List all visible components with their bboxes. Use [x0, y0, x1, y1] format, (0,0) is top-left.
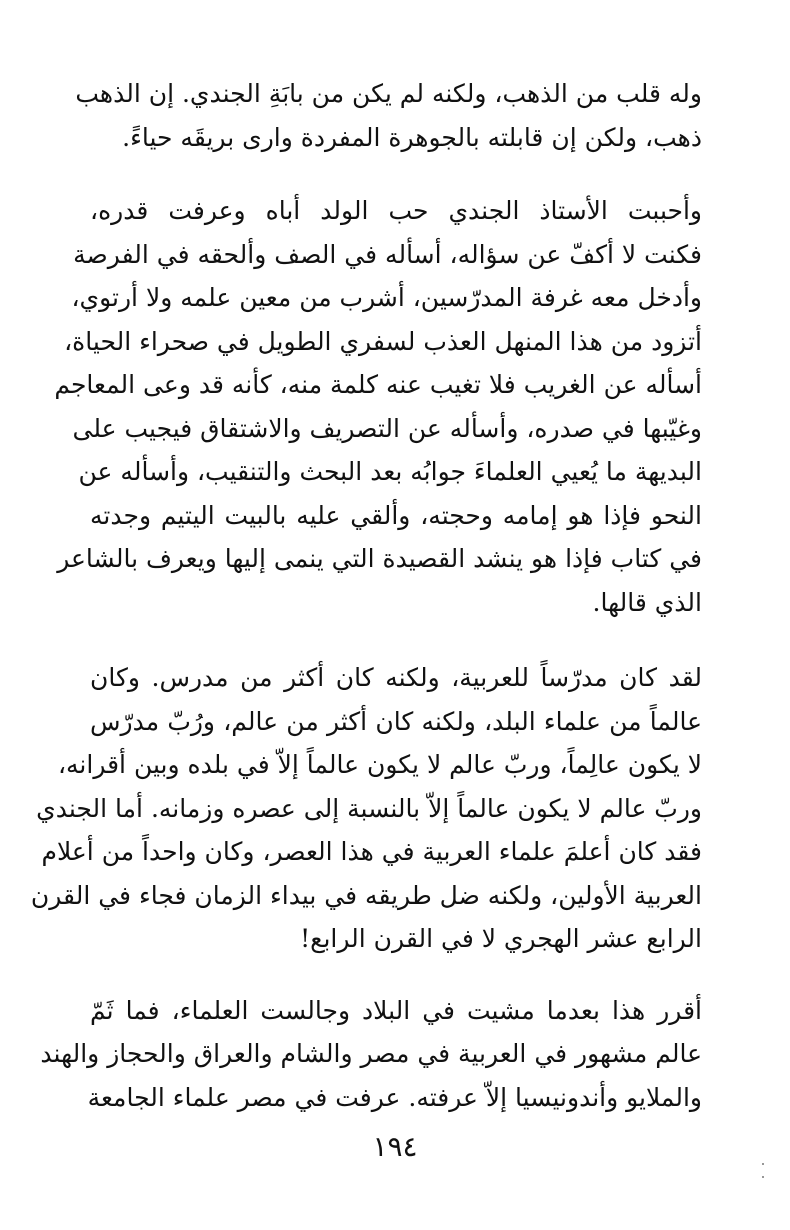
text-line: لا يكون عالِماً، وربّ عالم لا يكون عالماً إلاّ في بلده وبين أقرانه،	[57, 750, 702, 779]
paragraph-3	[30, 656, 702, 961]
scan-speck	[762, 1176, 764, 1178]
text-line: وأحببت الأستاذ الجندي حب الولد أباه وعرفت قدره،	[90, 196, 702, 225]
text-line: في كتاب فإذا هو ينشد القصيدة التي ينمى إليها ويعرف بالشاعر	[57, 544, 702, 573]
paragraph-1	[75, 72, 702, 159]
text-line: وربّ عالم لا يكون عالماً إلاّ بالنسبة إلى عصره وزمانه. أما الجندي	[36, 793, 702, 823]
text-line: ذهب، ولكن إن قابلته بالجوهرة المفردة وارى بريقَه حياءً.	[122, 122, 702, 152]
paragraph-4	[40, 989, 702, 1120]
book-page-text	[30, 72, 702, 1119]
text-line: عالم مشهور في العربية في مصر والشام والعراق والحجاز والهند	[40, 1039, 702, 1068]
text-line: الرابع عشر الهجري لا في القرن الرابع!	[300, 924, 702, 953]
text-line: أتزود من هذا المنهل العذب لسفري الطويل في صحراء الحياة،	[64, 326, 702, 356]
text-line: وله قلب من الذهب، ولكنه لم يكن من بابَةِ الجندي. إن الذهب	[75, 79, 702, 108]
text-line: فقد كان أعلمَ علماء العربية في هذا العصر، وكان واحداً من أعلام	[41, 837, 702, 866]
text-line: أقرر هذا بعدما مشيت في البلاد وجالست العلماء، فما ثَمّ	[90, 995, 702, 1025]
text-line: العربية الأولين، ولكنه ضل طريقه في بيداء الزمان فجاء في القرن	[30, 880, 702, 910]
page-number: ١٩٤	[372, 1130, 418, 1163]
text-line: والملايو وأندونيسيا إلاّ عرفته. عرفت في مصر علماء الجامعة	[87, 1082, 702, 1112]
paragraph-2	[54, 189, 702, 624]
text-line: لقد كان مدرّساً للعربية، ولكنه كان أكثر من مدرس. وكان	[90, 663, 702, 692]
text-line: فكنت لا أكفّ عن سؤاله، أسأله في الصف وألحقه في الفرصة	[73, 239, 702, 269]
scan-speck	[762, 1163, 764, 1165]
text-line: الذي قالها.	[592, 587, 702, 617]
text-line: وأدخل معه غرفة المدرّسين، أشرب من معين علمه ولا أرتوي،	[71, 283, 702, 312]
text-line: أسأله عن الغريب فلا تغيب عنه كلمة منه، كأنه قد وعى المعاجم	[54, 370, 702, 399]
text-line: البديهة ما يُعيي العلماءَ جوابُه بعد البحث والتنقيب، وأسأله عن	[78, 457, 702, 486]
text-line: وغيّبها في صدره، وأسأله عن التصريف والاشتقاق فيجيب على	[72, 413, 702, 443]
text-line: النحو فإذا هو إمامه وحجته، وألقي عليه بالبيت اليتيم وجدته	[90, 500, 702, 530]
text-line: عالماً من علماء البلد، ولكنه كان أكثر من عالم، ورُبّ مدرّس	[90, 706, 702, 736]
